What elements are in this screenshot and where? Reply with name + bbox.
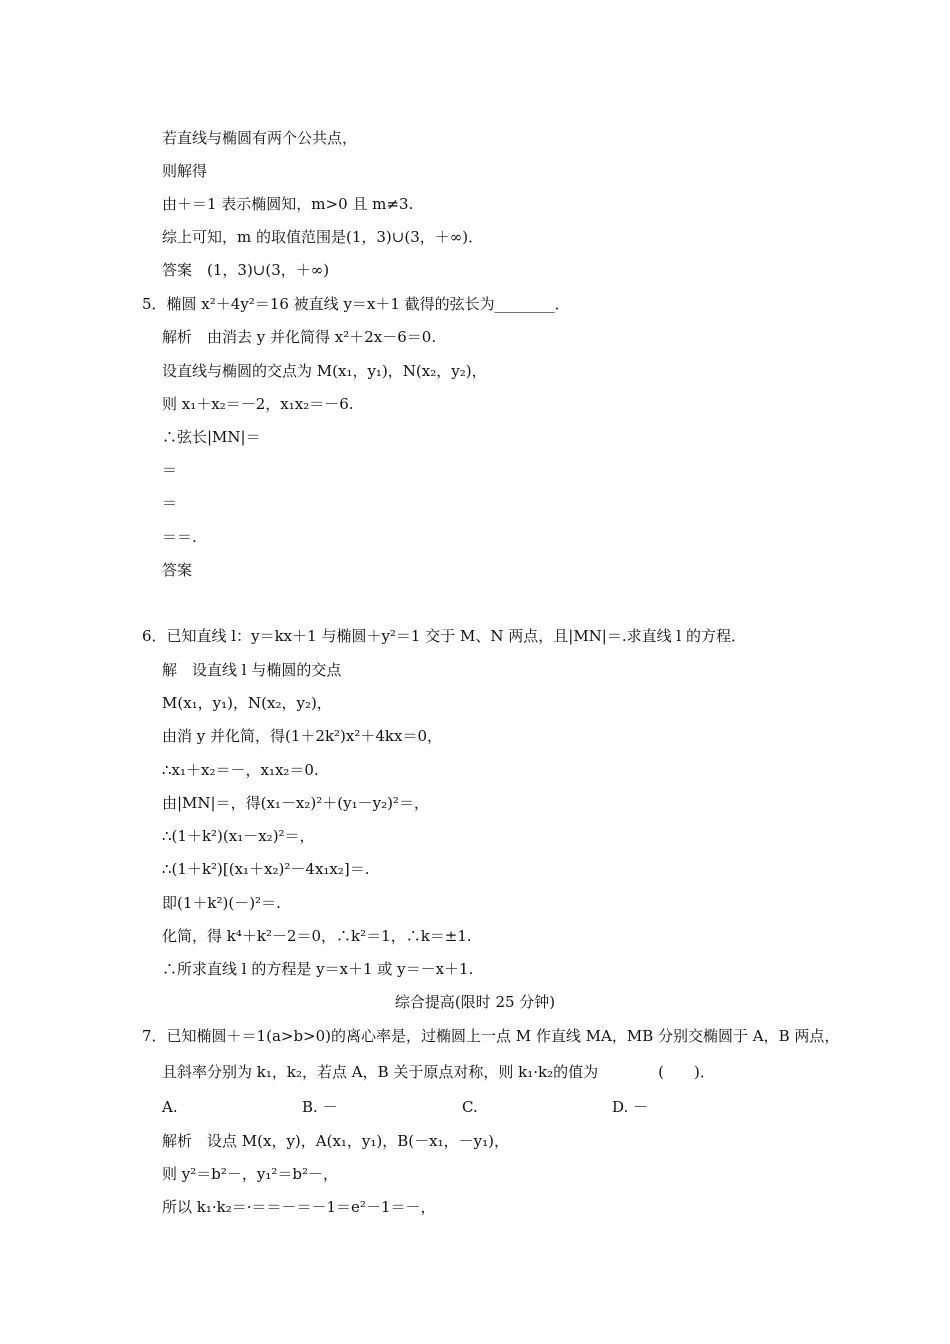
text-line: 综上可知，m 的取值范围是(1，3)∪(3，＋∞)． xyxy=(162,228,484,246)
option-c: C. xyxy=(462,1098,478,1116)
text-line: ∴(1＋k²)[(x₁＋x₂)²－4x₁x₂]＝. xyxy=(162,860,370,878)
text-line: M(x₁，y₁)，N(x₂，y₂)， xyxy=(162,694,332,712)
text-line: 则 y²＝b²－，y₁²＝b²－， xyxy=(162,1165,338,1183)
text-line: ∴所求直线 l 的方程是 y＝x＋1 或 y＝－x＋1. xyxy=(162,960,474,978)
section-heading: 综合提高(限时 25 分钟) xyxy=(394,993,556,1011)
text-line: 设直线与椭圆的交点为 M(x₁，y₁)，N(x₂，y₂)， xyxy=(162,362,487,380)
text-line: 则 x₁＋x₂＝－2，x₁x₂＝－6. xyxy=(162,395,354,413)
text-line: ∴(1＋k²)(x₁－x₂)²＝， xyxy=(162,827,315,845)
text-line: ＝ xyxy=(162,494,178,512)
text-line: 解析 由消去 y 并化简得 x²＋2x－6＝0. xyxy=(162,328,437,346)
option-a: A. xyxy=(162,1098,178,1116)
text-line: 解 设直线 l 与椭圆的交点 xyxy=(162,661,342,679)
text-line: 若直线与椭圆有两个公共点， xyxy=(162,129,358,147)
text-line: 解析 设点 M(x，y)，A(x₁，y₁)，B(－x₁，－y₁)， xyxy=(162,1132,509,1150)
option-b: B. － xyxy=(302,1098,338,1116)
answer-line: 答案 xyxy=(162,561,193,579)
text-line: 且斜率分别为 k₁，k₂，若点 A，B 关于原点对称，则 k₁·k₂的值为 ( )． xyxy=(162,1063,715,1081)
text-line: 由消 y 并化简，得(1＋2k²)x²＋4kx＝0， xyxy=(162,727,443,745)
question-5: 5．椭圆 x²＋4y²＝16 被直线 y＝x＋1 截得的弦长为________． xyxy=(142,295,570,313)
option-d: D. － xyxy=(612,1098,649,1116)
text-line: 化简，得 k⁴＋k²－2＝0，∴k²＝1，∴k＝±1. xyxy=(162,927,472,945)
text-line: 由＋＝1 表示椭圆知，m>0 且 m≠3. xyxy=(162,195,414,213)
text-line: ∴弦长|MN|＝ xyxy=(162,428,261,446)
text-line: ＝ xyxy=(162,461,178,479)
text-line: 则解得 xyxy=(162,162,208,180)
text-line: 由|MN|＝，得(x₁－x₂)²＋(y₁－y₂)²＝， xyxy=(162,794,429,812)
text-line: ∴x₁＋x₂＝－，x₁x₂＝0. xyxy=(162,761,319,779)
question-7: 7．已知椭圆＋＝1(a>b>0)的离心率是，过椭圆上一点 M 作直线 MA，MB 分别交椭圆于 A，B 两点， xyxy=(142,1027,840,1045)
question-6: 6．已知直线 l：y＝kx＋1 与椭圆＋y²＝1 交于 M、N 两点，且|MN|＝.求直线 l 的方程． xyxy=(142,627,746,645)
text-line: 即(1＋k²)(－)²＝. xyxy=(162,894,281,912)
text-line: ＝＝. xyxy=(162,528,197,546)
answer-line: 答案 (1，3)∪(3，＋∞) xyxy=(162,261,330,279)
text-line: 所以 k₁·k₂＝·＝＝－＝－1＝e²－1＝－， xyxy=(162,1198,436,1216)
